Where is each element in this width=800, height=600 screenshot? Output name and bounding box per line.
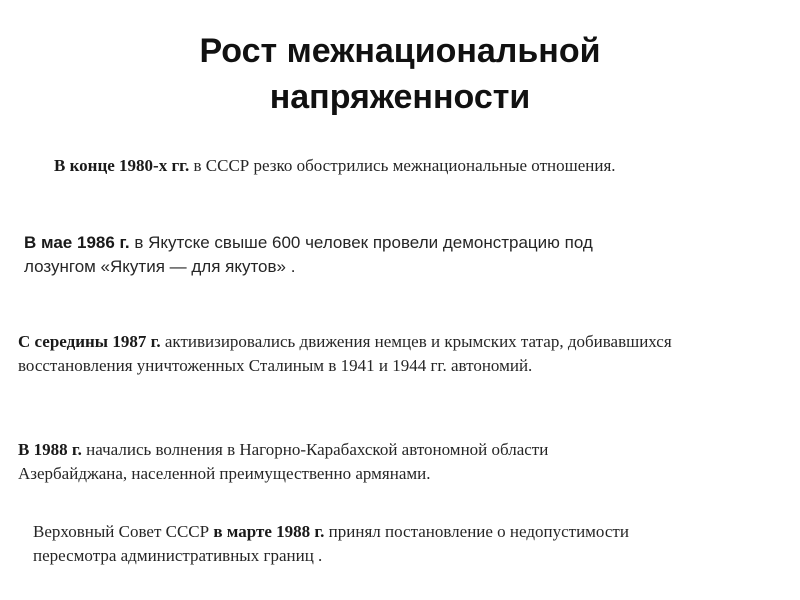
paragraph-mid-1987 [18,330,672,378]
date-highlight: С середины 1987 г. [18,332,161,351]
paragraph-line: лозунгом «Якутия — для якутов» . [24,257,296,276]
paragraph-line [18,330,672,354]
paragraph-line: пересмотра административных границ . [33,546,323,565]
paragraph-text: активизировались движения немцев и крымских татар, добивавшихся [160,332,672,351]
paragraph-late-1980s [54,154,616,178]
date-highlight: в марте 1988 г. [213,522,325,541]
paragraph-line [24,231,593,255]
paragraph-text: начались волнения в Нагорно-Карабахской автономной области [81,440,549,459]
page-title-line-1: Рост межнациональной [199,32,601,70]
paragraph-karabakh-1988 [18,438,548,486]
paragraph-supreme-soviet-1988 [33,520,629,568]
paragraph-text: в СССР резко обострились межнациональные отношения. [189,156,616,175]
paragraph-line: восстановления уничтоженных Сталиным в 1941 и 1944 гг. автономий. [18,356,533,375]
page-title-line-2: напряженности [269,78,531,116]
date-highlight: В мае 1986 г. [24,233,130,252]
paragraph-line [33,520,629,544]
paragraph-line [18,438,548,462]
paragraph-text: в Якутске свыше 600 человек провели демонстрацию под [129,233,593,252]
paragraph-text: Верховный Совет СССР [33,522,214,541]
paragraph-text: принял постановление о недопустимости [324,522,629,541]
date-highlight: В 1988 г. [18,440,82,459]
paragraph-yakutsk-1986 [24,231,593,279]
paragraph-line [54,154,616,178]
date-highlight: В конце 1980-х гг. [54,156,190,175]
paragraph-line: Азербайджана, населенной преимущественно армянами. [18,464,431,483]
page-title [0,28,800,120]
